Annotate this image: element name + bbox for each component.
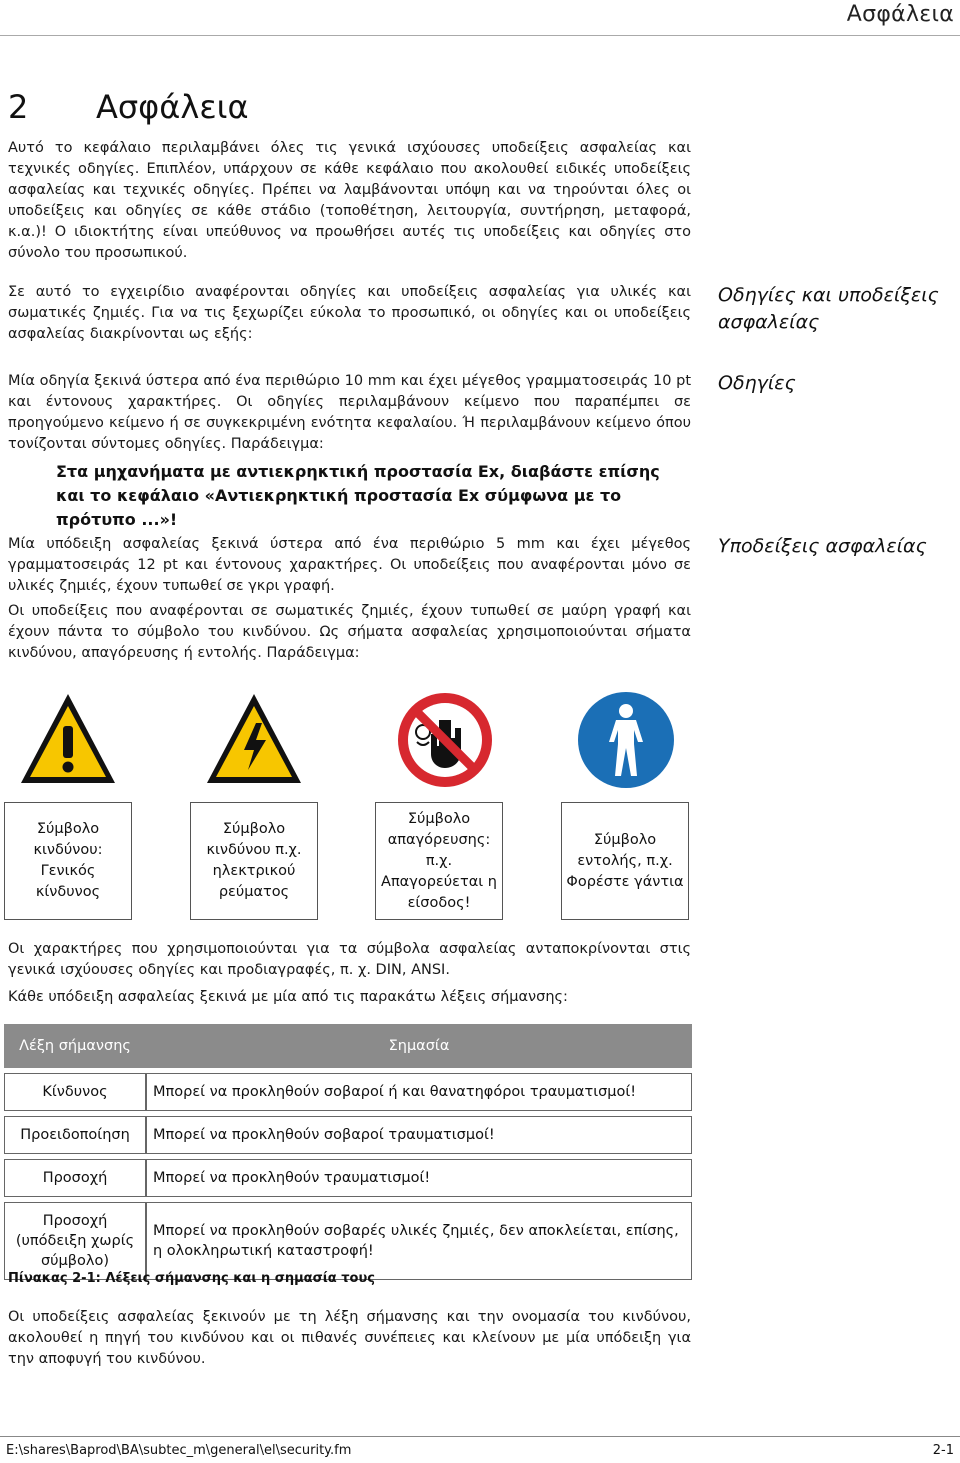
table-row [4, 1116, 692, 1154]
meaning-cell: Μπορεί να προκληθούν σοβαρές υλικές ζημιές, δεν αποκλείεται, επίσης, η ολοκληρωτική καταστροφή! [146, 1202, 692, 1280]
general-danger-icon [18, 690, 118, 790]
sign-caption-electric: Σύμβολο κινδύνου π.χ. ηλεκτρικού ρεύματος [190, 802, 318, 920]
chapter-heading [8, 88, 249, 126]
closing-paragraph: Οι υποδείξεις ασφαλείας ξεκινούν με τη λέξη σήμανσης και την ονομασία του κινδύνου, ακολουθεί η πηγή του κινδύνου και οι πιθανές συνέπειες και κλείνουν με μία υπόδειξη για την αποφυγή του κινδύνου. [8, 1309, 691, 1367]
running-header-title: Ασφάλεια [846, 2, 954, 27]
meaning-cell: Μπορεί να προκληθούν σοβαροί τραυματισμοί! [146, 1116, 692, 1154]
sign-caption-general-danger: Σύμβολο κινδύνου: Γενικός κίνδυνος [4, 802, 132, 920]
signal-words-intro: Κάθε υπόδειξη ασφαλείας ξεκινά με μία από τις παρακάτω λέξεις σήμανσης: [8, 989, 568, 1005]
intro-paragraph: Αυτό το κεφάλαιο περιλαμβάνει όλες τις γενικά ισχύουσες υποδείξεις ασφαλείας και τεχνικές οδηγίες. Επιπλέον, υπάρχουν σε κάθε κεφάλαιο που ακολουθεί ειδικές υποδείξεις ασφαλείας και τεχνικές οδηγίες. Πρέπει να λαμβάνονται υπόψη και να τηρούνται όλες οι υποδείξεις και οδηγίες σε κάθε στάδιο (τοποθέτηση, λειτουργία, συντήρηση, μεταφορά, κ.α.)! Ο ιδιοκτήτης είναι υπεύθυνος να προωθήσει αυτές τις υποδείξεις και οδηγίες στο σύνολο του προσωπικού. [8, 140, 691, 261]
meaning-cell: Μπορεί να προκληθούν σοβαροί ή και θανατηφόροι τραυματισμοί! [146, 1073, 692, 1111]
signal-word-cell: Προειδοποίηση [4, 1116, 146, 1154]
instructions-paragraph: Μία οδηγία ξεκινά ύστερα από ένα περιθώριο 10 mm και έχει μέγεθος γραμματοσειράς 10 pt και έντονους χαρακτήρες. Οι οδηγίες περιλαμβάνουν κείμενο που παραπέμπει σε προηγούμενο κείμενο ή σε συγκεκριμένη ενότητα κεφαλαίου. Ή περιλαμβάνουν κείμενο όπου τονίζονται σύντομες οδηγίες. Παράδειγμα: [8, 373, 691, 452]
side-heading-safety-notes: Υποδείξεις ασφαλείας [718, 535, 927, 557]
wear-protective-clothing-icon [576, 690, 676, 790]
side-heading-instructions-and-notes: Οδηγίες και υποδείξεις ασφαλείας [718, 284, 939, 333]
chapter-title: Ασφάλεια [96, 88, 249, 126]
table-header-meaning: Σημασία [146, 1024, 692, 1068]
table-row [4, 1202, 692, 1280]
table-caption: Πίνακας 2-1: Λέξεις σήμανσης και η σημασία τους [8, 1271, 375, 1286]
page-number: 2-1 [932, 1443, 954, 1458]
no-entry-icon [395, 690, 495, 790]
meaning-cell: Μπορεί να προκληθούν τραυματισμοί! [146, 1159, 692, 1197]
standards-paragraph: Οι χαρακτήρες που χρησιμοποιούνται για τα σύμβολα ασφαλείας ανταποκρίνονται στις γενικά ισχύουσες οδηγίες και προδιαγραφές, π. χ. DIN, ANSI. [8, 941, 691, 978]
signal-word-cell: Προσοχή [4, 1159, 146, 1197]
electric-voltage-icon [204, 690, 304, 790]
safety-notes-paragraph-2: Οι υποδείξεις που αναφέρονται σε σωματικές ζημιές, έχουν τυπωθεί σε μαύρη γραφή και έχουν πάντα το σύμβολο του κινδύνου. Ως σήματα ασφαλείας χρησιμοποιούνται σήματα κινδύνου, απαγόρευσης ή εντολής. Παράδειγμα: [8, 603, 691, 661]
footer-divider [0, 1436, 960, 1437]
side-heading-instructions: Οδηγίες [718, 372, 796, 394]
sign-caption-prohibition: Σύμβολο απαγόρευσης: π.χ. Απαγορεύεται η είσοδος! [375, 802, 503, 920]
safety-notes-paragraph-1: Μία υπόδειξη ασφαλείας ξεκινά ύστερα από ένα περιθώριο 5 mm και έχει μέγεθος γραμματοσειράς 12 pt και έντονους χαρακτήρες. Οι υποδείξεις που αναφέρονται μόνο σε υλικές ζημιές, έχουν τυπωθεί σε γκρι γραφή. [8, 536, 691, 594]
table-header-row [4, 1024, 692, 1068]
table-header-signal-word: Λέξη σήμανσης [4, 1024, 146, 1068]
header-divider [0, 35, 960, 36]
chapter-number: 2 [8, 88, 29, 126]
signal-word-cell: Κίνδυνος [4, 1073, 146, 1111]
signal-word-cell: Προσοχή (υπόδειξη χωρίς σύμβολο) [4, 1202, 146, 1280]
footer-file-path: E:\shares\Baprod\BA\subtec_m\general\el\security.fm [6, 1443, 352, 1458]
table-row [4, 1159, 692, 1197]
signal-words-table [4, 1019, 692, 1285]
instruction-example: Στα μηχανήματα με αντιεκρηκτική προστασία Ex, διαβάστε επίσης και το κεφάλαιο «Αντιεκρηκτική προστασία Ex σύμφωνα με το πρότυπο ...»! [56, 462, 660, 529]
instructions-intro-paragraph: Σε αυτό το εγχειρίδιο αναφέρονται οδηγίες και υποδείξεις ασφαλείας για υλικές και σωματικές ζημιές. Για να τις ξεχωρίζει εύκολα το προσωπικό, οι οδηγίες και οι υποδείξεις ασφαλείας διακρίνονται ως εξής: [8, 284, 691, 342]
sign-caption-mandatory: Σύμβολο εντολής, π.χ. Φορέστε γάντια [561, 802, 689, 920]
table-row [4, 1073, 692, 1111]
